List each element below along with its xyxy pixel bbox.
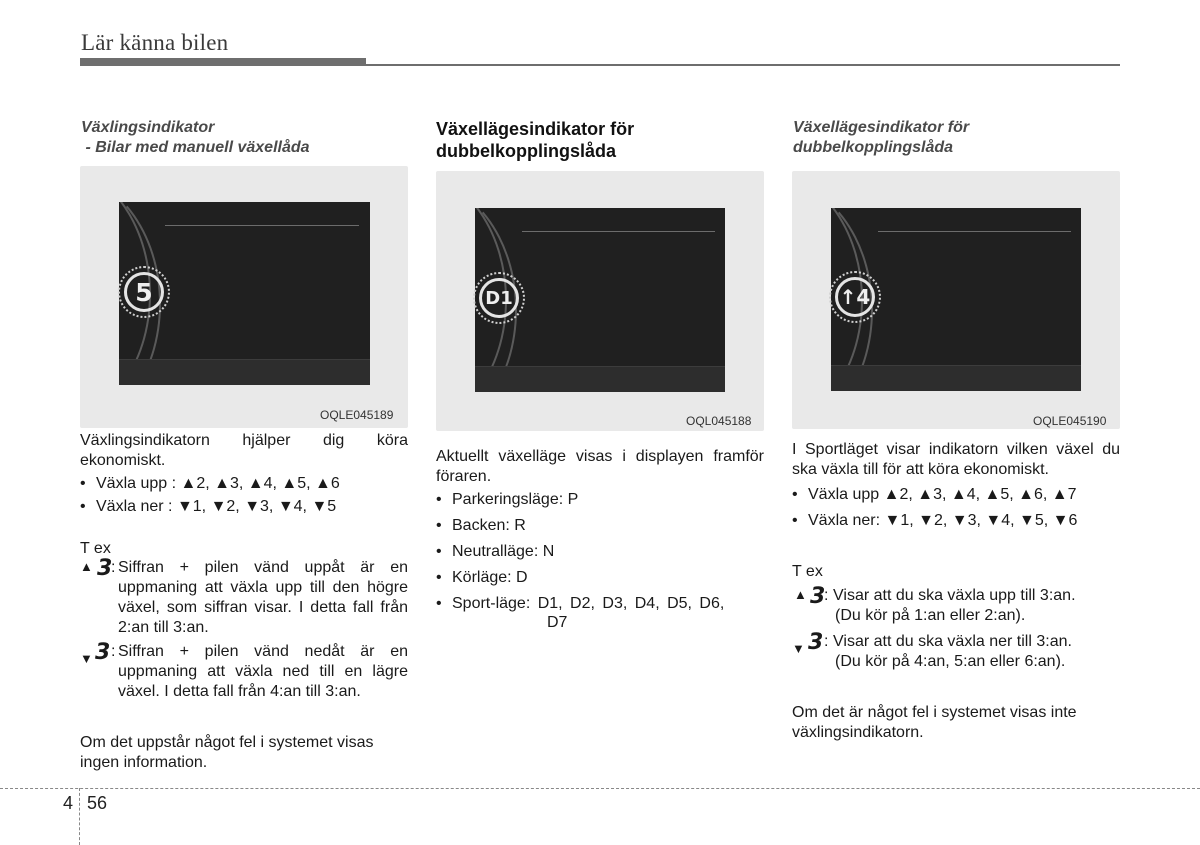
col1-up-values: ▲2, ▲3, ▲4, ▲5, ▲6 bbox=[180, 475, 340, 492]
col3-caption-line1: Växellägesindikator för bbox=[793, 119, 970, 136]
colon: : bbox=[111, 559, 116, 576]
col2-position-list bbox=[436, 490, 764, 614]
col3-figure bbox=[792, 171, 1120, 429]
bullet: • bbox=[436, 595, 442, 612]
list-item bbox=[436, 594, 764, 614]
section-number: 4 bbox=[63, 793, 74, 813]
col1-intro: Växlingsindikatorn hjälper dig köra ekonomiskt. bbox=[80, 432, 408, 469]
bullet: • bbox=[436, 517, 442, 534]
col3-ex-up-text2: (Du kör på 1:an eller 2:an). bbox=[835, 607, 1026, 624]
col2-item-text: Körläge: D bbox=[452, 569, 528, 586]
col3-gear-list bbox=[792, 484, 1120, 532]
col3-example-up bbox=[792, 585, 1120, 629]
col3-up-values: ▲2, ▲3, ▲4, ▲5, ▲6, ▲7 bbox=[883, 486, 1077, 503]
col2-gear-badge: D1 bbox=[479, 278, 519, 318]
col2-figure-code: OQL045188 bbox=[686, 414, 752, 428]
col3-ex-down-num: 3 bbox=[808, 630, 824, 655]
bullet: • bbox=[436, 569, 442, 586]
list-item bbox=[80, 474, 408, 494]
col1-up-label: Växla upp : bbox=[96, 475, 181, 492]
col1-figure bbox=[80, 166, 408, 428]
col3-caption-line2: dubbelkopplingslåda bbox=[793, 139, 954, 156]
col1-down-label: Växla ner : bbox=[96, 498, 177, 515]
down-arrow-icon: ▼ bbox=[792, 641, 805, 656]
col3-ex-down-text1: Visar att du ska växla ner till 3:an. bbox=[833, 633, 1072, 650]
bullet: • bbox=[80, 475, 86, 492]
bullet: • bbox=[792, 486, 798, 503]
col1-ex-label: T ex bbox=[80, 540, 111, 557]
footer-dashed-divider bbox=[79, 788, 80, 845]
colon: : bbox=[111, 643, 116, 660]
col1-example-down bbox=[80, 641, 408, 701]
col3-intro: I Sportläget visar indikatorn vilken växel du ska växla till för att köra ekonomiskt. bbox=[792, 441, 1120, 478]
col1-figure-code: OQLE045189 bbox=[320, 408, 394, 422]
col1-ex-up-text: Siffran + pilen vänd uppåt är en uppmaning att växla upp till den högre växel, som siffran visar. I detta fall från 2:an till 3:an. bbox=[118, 559, 408, 636]
colon: : bbox=[824, 587, 829, 604]
bullet: • bbox=[436, 491, 442, 508]
col2-item-text: Parkeringsläge: P bbox=[452, 491, 579, 508]
list-item bbox=[436, 516, 764, 536]
page-number: 56 bbox=[87, 793, 108, 813]
col3-ex-up-num: 3 bbox=[810, 584, 826, 609]
col2-heading-line2: dubbelkopplingslåda bbox=[436, 141, 617, 161]
bullet: • bbox=[436, 543, 442, 560]
col2-item-text: Backen: R bbox=[452, 517, 526, 534]
up-arrow-icon: ▲ bbox=[80, 559, 93, 574]
col2-figure bbox=[436, 171, 764, 431]
col3-gear-badge: ↑4 bbox=[835, 277, 875, 317]
col1-caption-line1: Växlingsindikator bbox=[81, 119, 215, 136]
list-item bbox=[436, 490, 764, 510]
col3-ex-down-text2: (Du kör på 4:an, 5:an eller 6:an). bbox=[835, 653, 1066, 670]
col3-example-down bbox=[792, 631, 1120, 675]
col3-ex-up-symbol bbox=[792, 585, 832, 607]
col1-error-text: Om det uppstår något fel i systemet visas ingen information. bbox=[80, 734, 374, 771]
bullet: • bbox=[80, 498, 86, 515]
col3-ex-label: T ex bbox=[792, 563, 823, 580]
col1-example-up bbox=[80, 557, 408, 637]
page-header-title: Lär känna bilen bbox=[81, 30, 229, 55]
col2-item-text: Neutralläge: N bbox=[452, 543, 555, 560]
col3-error-text: Om det är något fel i systemet visas inte växlingsindikatorn. bbox=[792, 704, 1077, 741]
col3-ex-up-text1: Visar att du ska växla upp till 3:an. bbox=[833, 587, 1076, 604]
col2-intro: Aktuellt växelläge visas i displayen framför föraren. bbox=[436, 448, 764, 485]
header-rule-thin bbox=[366, 64, 1120, 66]
up-arrow-icon: ▲ bbox=[794, 587, 807, 602]
colon: : bbox=[824, 633, 829, 650]
col3-down-values: ▼1, ▼2, ▼3, ▼4, ▼5, ▼6 bbox=[884, 512, 1078, 529]
col1-ex-down-text: Siffran + pilen vänd nedåt är en uppmaning att växla ned till en lägre växel. I detta fall från 4:an till 3:an. bbox=[118, 643, 408, 700]
list-item bbox=[436, 542, 764, 562]
col1-down-values: ▼1, ▼2, ▼3, ▼4, ▼5 bbox=[176, 498, 337, 515]
col3-figure-code: OQLE045190 bbox=[1033, 414, 1107, 428]
bullet: • bbox=[792, 512, 798, 529]
list-item bbox=[80, 497, 408, 517]
col1-ex-down-symbol bbox=[80, 640, 120, 666]
col3-ex-down-symbol bbox=[792, 630, 832, 656]
col3-down-label: Växla ner: bbox=[808, 512, 885, 529]
col1-gear-badge: 5 bbox=[124, 272, 164, 312]
col1-ex-up-symbol bbox=[80, 557, 120, 579]
col1-ex-down-num: 3 bbox=[95, 640, 111, 665]
col3-up-label: Växla upp bbox=[808, 486, 884, 503]
col1-ex-up-num: 3 bbox=[97, 556, 113, 581]
header-rule-thick bbox=[80, 58, 366, 66]
col1-gear-list bbox=[80, 474, 408, 517]
list-item bbox=[436, 568, 764, 588]
down-arrow-icon: ▼ bbox=[80, 651, 93, 666]
col1-caption-line2: - Bilar med manuell växellåda bbox=[81, 139, 310, 156]
list-item bbox=[792, 510, 1120, 532]
list-item bbox=[792, 484, 1120, 506]
col2-heading-line1: Växellägesindikator för bbox=[436, 119, 635, 139]
col2-sport-continued: D7 bbox=[547, 614, 568, 631]
footer-dashed-rule bbox=[0, 788, 1200, 789]
col2-item-text: Sport-läge: D1, D2, D3, D4, D5, D6, bbox=[452, 595, 725, 612]
